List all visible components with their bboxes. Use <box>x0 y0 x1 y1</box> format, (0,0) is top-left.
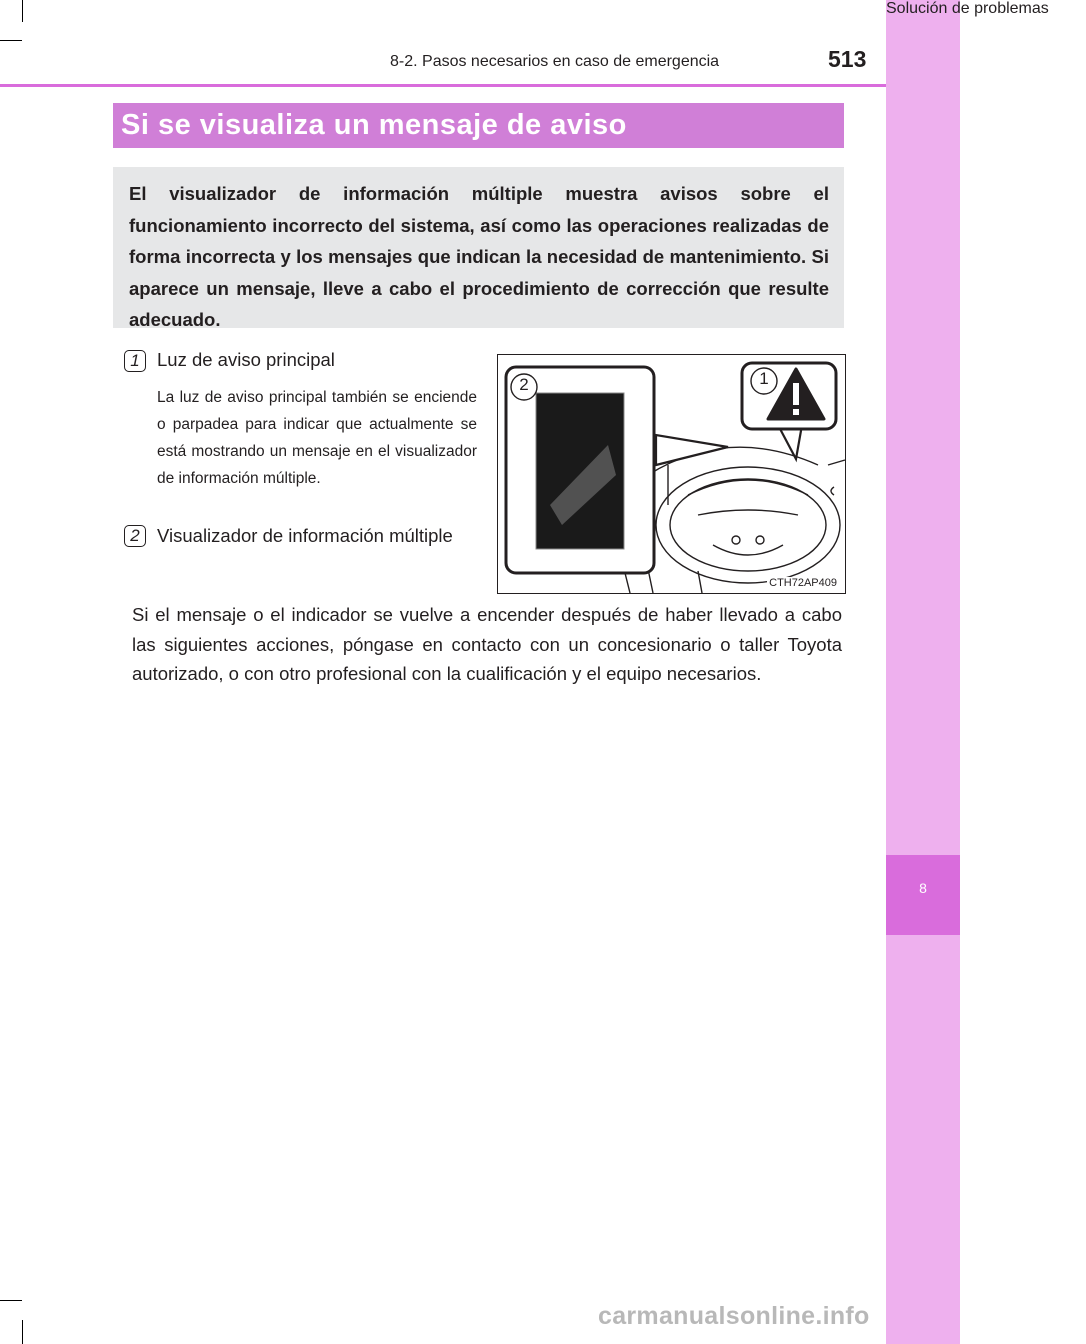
master-warning-icon <box>793 383 799 405</box>
crop-mark <box>0 1300 22 1301</box>
watermark: carmanualsonline.info <box>598 1302 870 1330</box>
crop-mark <box>0 40 22 41</box>
callout-label-1: 1 <box>759 369 769 388</box>
item-badge-2: 2 <box>124 525 146 547</box>
section-title-bar <box>113 103 844 148</box>
callout-pointer-2 <box>656 435 728 465</box>
item-badge-1: 1 <box>124 350 146 372</box>
body-paragraph: Si el mensaje o el indicador se vuelve a encender después de haber llevado a cabo las siguientes acciones, póngase en contacto con un concesionario o taller Toyota autorizado, o con otro profesional con la cualificación y el equipo necesarios. <box>132 604 842 684</box>
master-warning-icon <box>793 409 799 415</box>
dashboard-figure <box>497 354 846 594</box>
page-number: 513 <box>828 46 867 72</box>
intro-text: El visualizador de información múltiple muestra avisos sobre el funcionamiento incorrecto del sistema, así como las operaciones realizadas de forma incorrecta y los mensajes que indican la necesidad de mantenimiento. Si aparece un mensaje, lleve a cabo el procedimiento de corrección que resulte adecuado. <box>129 183 829 330</box>
callout-label-2: 2 <box>519 375 529 394</box>
crop-mark <box>22 1320 23 1344</box>
item-title-1: Luz de aviso principal <box>157 349 335 370</box>
crop-mark <box>22 0 23 22</box>
chapter-title: Solución de problemas <box>886 0 1049 17</box>
item-description-1: La luz de aviso principal también se enciende o parpadea para indicar que actualmente se está mostrando un mensaje en el visualizador de información múltiple. <box>157 389 477 487</box>
dashboard-illustration <box>498 355 845 593</box>
section-title: Si se visualiza un mensaje de aviso <box>121 109 627 141</box>
chapter-number: 8 <box>919 880 927 896</box>
figure-code: CTH72AP409 <box>769 577 837 589</box>
chapter-side-tab <box>886 0 960 1344</box>
header-rule <box>0 84 886 87</box>
intro-box <box>113 167 844 328</box>
item-title-2: Visualizador de información múltiple <box>157 525 453 546</box>
section-header: 8-2. Pasos necesarios en caso de emergencia <box>390 53 720 70</box>
